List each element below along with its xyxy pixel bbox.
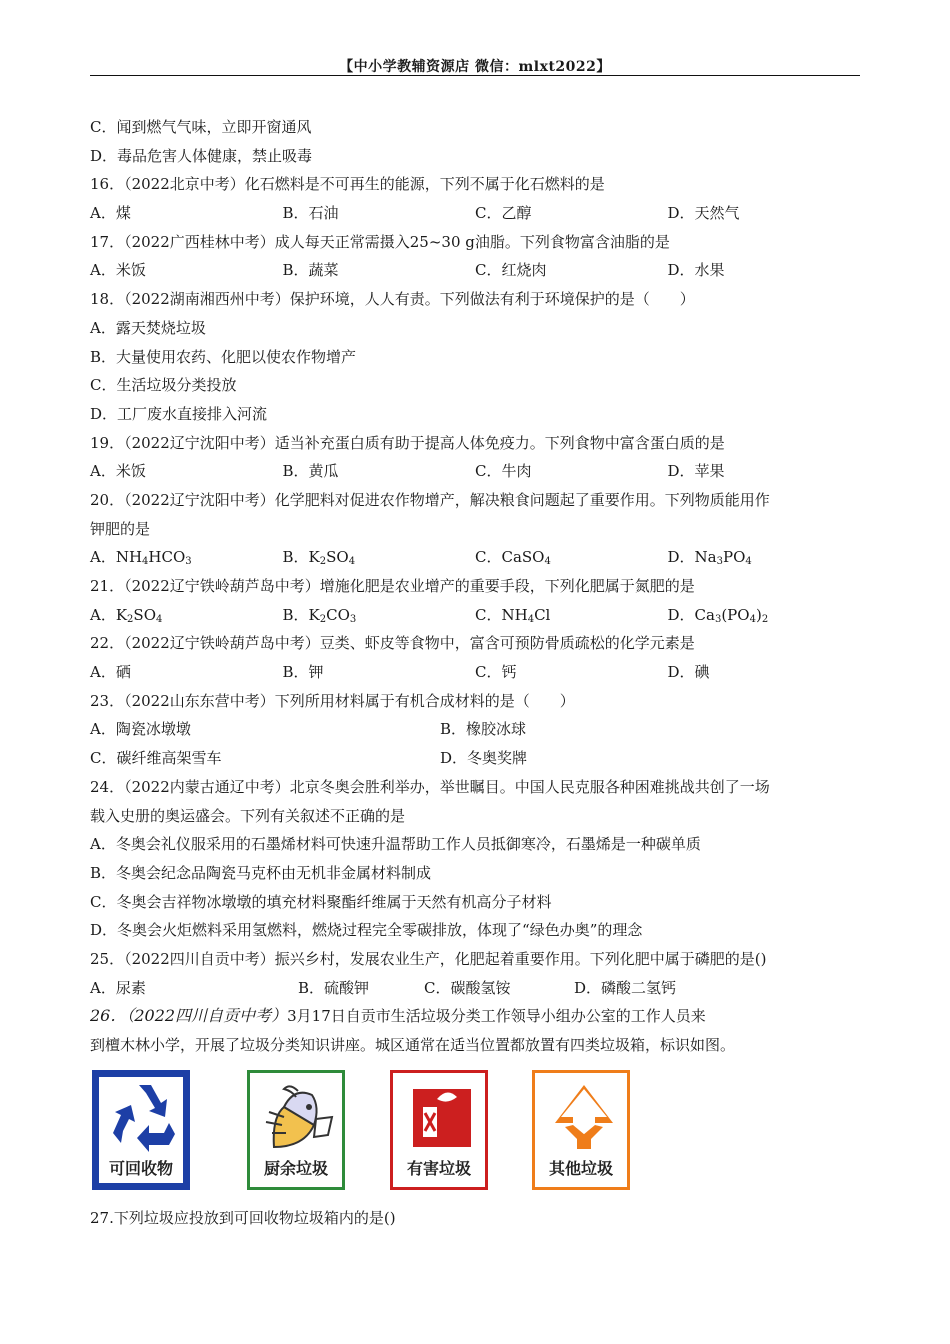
option-line: D．毒品危害人体健康，禁止吸毒 <box>90 146 313 165</box>
option-d: D．冬奥奖牌 <box>440 749 528 768</box>
hazardous-waste-icon <box>397 1077 481 1157</box>
question-17-options <box>90 256 860 285</box>
option-c: C．CaSO$_4$ <box>475 548 551 568</box>
option-c: C．碳酸氢铵 <box>424 978 511 997</box>
question-24-stem-cont: 载入史册的奥运盛会。下列有关叙述不正确的是 <box>90 806 406 825</box>
question-27-stem: 27.下列垃圾应投放到可回收物垃圾箱内的是() <box>90 1209 396 1227</box>
question-number: 26． <box>90 1006 127 1026</box>
other-waste-bin-sign <box>532 1070 630 1190</box>
question-16-options <box>90 199 860 228</box>
waste-bin-signs <box>90 1070 650 1195</box>
question-23-options-cd <box>90 744 860 773</box>
option-a: A．$NH_4HCO_3$ <box>90 548 192 568</box>
question-18-stem: 18．（2022湖南湘西州中考）保护环境，人人有责。下列做法有利于环境保护的是（ ） <box>90 290 695 309</box>
option-b: B．大量使用农药、化肥以使农作物增产 <box>90 347 357 366</box>
sign-label: 有害垃圾 <box>406 1159 471 1178</box>
option-a: A．陶瓷冰墩墩 <box>90 720 191 739</box>
question-text: 3月17日自贡市生活垃圾分类工作领导小组办公室的工作人员来 <box>287 1007 706 1026</box>
question-17-stem: 17．（2022广西桂林中考）成人每天正常需摄入25~30 g油脂。下列食物富含油脂的是 <box>90 232 670 251</box>
hazardous-waste-bin-sign <box>390 1070 488 1190</box>
option-c: C．$NH_4Cl$ <box>475 605 551 625</box>
question-24-stem: 24．（2022内蒙古通辽中考）北京冬奥会胜利举办，举世瞩目。中国人民克服各种困难挑战共创了一场 <box>90 777 770 796</box>
option-b: B．硫酸钾 <box>298 978 370 997</box>
option-a: A．露天焚烧垃圾 <box>90 318 206 337</box>
page-header: 【中小学教辅资源店 微信：mlxt2022】 <box>339 59 611 75</box>
question-26-stem <box>90 1002 860 1031</box>
question-source: （2022四川自贡中考） <box>126 1006 288 1026</box>
question-list <box>90 113 860 1060</box>
question-21-stem: 21．（2022辽宁铁岭葫芦岛中考）增施化肥是农业增产的重要手段，下列化肥属于氮肥的是 <box>90 577 695 595</box>
sign-label: 厨余垃圾 <box>263 1159 328 1178</box>
question-19-stem: 19．（2022辽宁沈阳中考）适当补充蛋白质有助于提高人体免疫力。下列食物中富含蛋白质的是 <box>90 433 725 452</box>
option-d: D．水果 <box>667 261 725 280</box>
option-c: C．冬奥会吉祥物冰墩墩的填充材料聚酯纤维属于天然有机高分子材料 <box>90 892 552 911</box>
option-d: D．冬奥会火炬燃料采用氢燃料，燃烧过程完全零碳排放，体现了“绿色办奥”的理念 <box>90 921 643 940</box>
food-waste-icon <box>254 1077 338 1157</box>
option-c: C．乙醇 <box>475 204 532 223</box>
option-b: B．$K_2CO_3$ <box>282 605 357 625</box>
question-23-options-ab <box>90 715 860 744</box>
option-a: A．尿素 <box>90 978 146 997</box>
option-b: B．蔬菜 <box>282 261 339 280</box>
option-c: C．红烧肉 <box>475 261 547 280</box>
option-a: A．冬奥会礼仪服采用的石墨烯材料可快速升温帮助工作人员抵御寒冷，石墨烯是一种碳单质 <box>90 835 701 854</box>
food-waste-bin-sign <box>247 1070 345 1190</box>
question-23-stem: 23．（2022山东东营中考）下列所用材料属于有机合成材料的是（ ） <box>90 691 575 710</box>
option-a: A．米饭 <box>90 462 146 481</box>
option-a: A．米饭 <box>90 261 146 280</box>
question-22-options <box>90 658 860 687</box>
option-b: B．石油 <box>282 204 339 223</box>
option-d: D．$Ca_3(PO_4)_2$ <box>667 605 769 625</box>
question-20-stem: 20．（2022辽宁沈阳中考）化学肥料对促进农作物增产，解决粮食问题起了重要作用。下列物质能用作 <box>90 490 770 509</box>
question-21-options <box>90 601 860 630</box>
option-c: C．钙 <box>475 663 517 682</box>
option-d: D．磷酸二氢钙 <box>574 978 677 997</box>
option-b: B．冬奥会纪念品陶瓷马克杯由无机非金属材料制成 <box>90 863 432 882</box>
option-d: D．天然气 <box>667 204 740 223</box>
question-16-stem: 16．（2022北京中考）化石燃料是不可再生的能源，下列不属于化石燃料的是 <box>90 175 605 194</box>
sign-label: 其他垃圾 <box>548 1159 613 1178</box>
question-19-options <box>90 457 860 486</box>
option-d: D．工厂废水直接排入河流 <box>90 404 268 423</box>
question-25-stem: 25．（2022四川自贡中考）振兴乡村，发展农业生产，化肥起着重要作用。下列化肥中属于磷肥的是() <box>90 949 767 968</box>
option-a: A．煤 <box>90 204 131 223</box>
question-20-options <box>90 543 860 572</box>
recycle-icon <box>99 1077 183 1157</box>
other-waste-icon <box>539 1077 623 1157</box>
option-b: B．$K_2SO_4$ <box>282 548 356 568</box>
question-20-stem-cont: 钾肥的是 <box>90 519 151 538</box>
option-c: C．牛肉 <box>475 462 532 481</box>
question-25-options <box>90 974 860 1003</box>
option-d: D．$Na_3PO_4$ <box>667 548 752 568</box>
sign-label: 可回收物 <box>108 1159 173 1178</box>
option-a: A．硒 <box>90 663 131 682</box>
option-b: B．橡胶冰球 <box>440 720 527 739</box>
recyclable-bin-sign <box>92 1070 190 1190</box>
option-d: D．苹果 <box>667 462 725 481</box>
option-line: C．闻到燃气气味，立即开窗通风 <box>90 118 312 136</box>
option-b: B．黄瓜 <box>282 462 339 481</box>
question-22-stem: 22．（2022辽宁铁岭葫芦岛中考）豆类、虾皮等食物中，富含可预防骨质疏松的化学元素是 <box>90 634 695 653</box>
question-26-stem-cont: 到檀木林小学，开展了垃圾分类知识讲座。城区通常在适当位置都放置有四类垃圾箱，标识如图。 <box>90 1036 736 1054</box>
option-c: C．碳纤维高架雪车 <box>90 749 222 768</box>
option-a: A．$K_2SO_4$ <box>90 605 163 625</box>
option-c: C．生活垃圾分类投放 <box>90 376 237 395</box>
header-divider <box>90 75 860 76</box>
option-d: D．碘 <box>667 663 710 682</box>
option-b: B．钾 <box>282 663 324 682</box>
